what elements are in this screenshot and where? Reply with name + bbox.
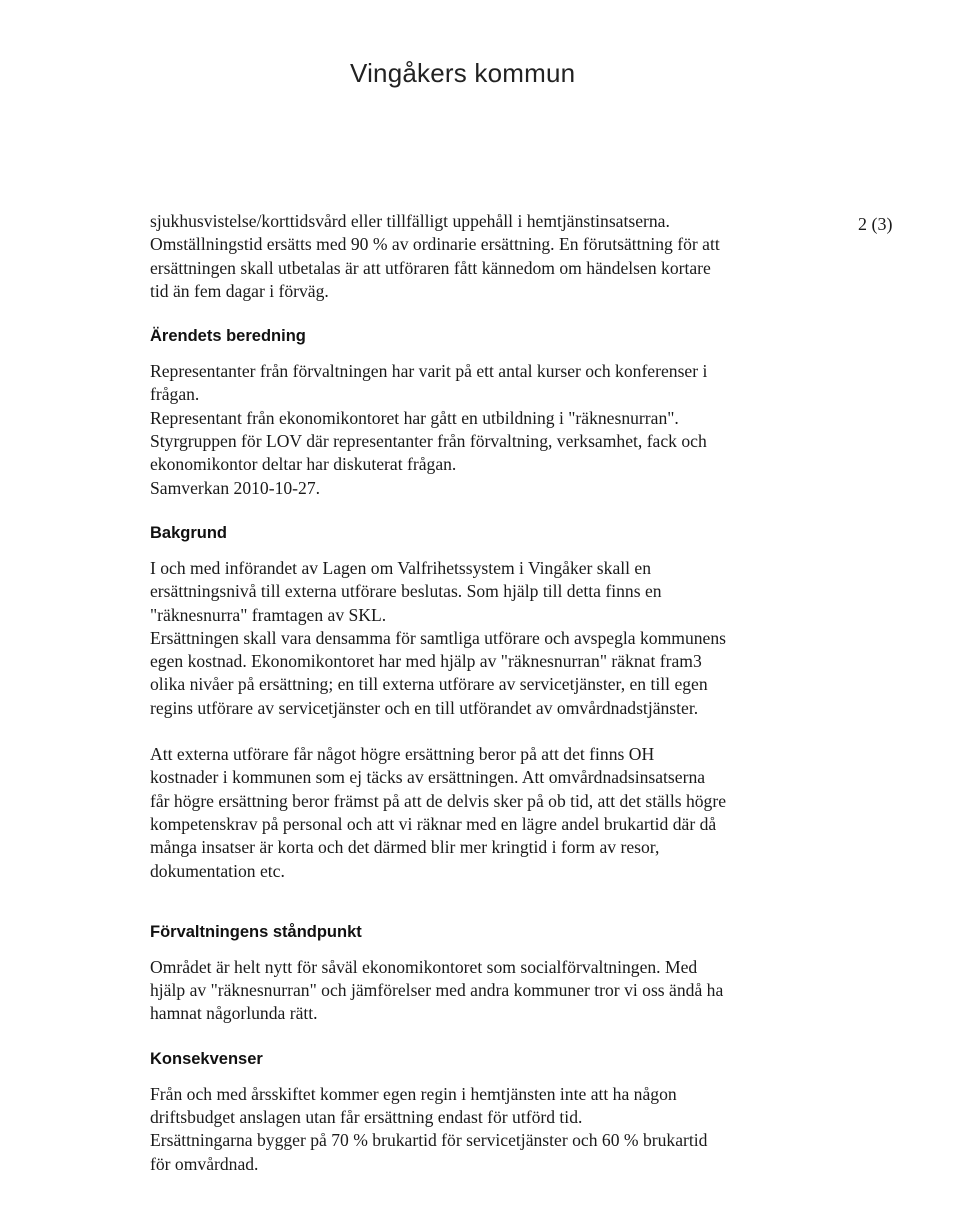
text-line: kostnader i kommunen som ej täcks av ersättningen. Att omvårdnadsinsatserna bbox=[150, 767, 706, 788]
text-line: Området är helt nytt för såväl ekonomikontoret som socialförvaltningen. Med bbox=[150, 956, 698, 977]
text-line: regins utförare av servicetjänster och en till utförandet av omvårdnadstjänster. bbox=[150, 697, 699, 718]
text-line: Samverkan 2010-10-27. bbox=[150, 477, 321, 498]
arendets-beredning-paragraph bbox=[150, 360, 790, 500]
text-line: Representanter från förvaltningen har varit på ett antal kurser och konferenser i bbox=[150, 361, 708, 382]
text-line: Omställningstid ersätts med 90 % av ordinarie ersättning. En förutsättning för att bbox=[150, 234, 720, 255]
text-line: Representant från ekonomikontoret har gått en utbildning i "räknesnurran". bbox=[150, 407, 679, 428]
forvaltningens-standpunkt-paragraph bbox=[150, 956, 790, 1026]
text-line: "räknesnurra" framtagen av SKL. bbox=[150, 604, 387, 625]
text-line: Styrgruppen för LOV där representanter från förvaltning, verksamhet, fack och bbox=[150, 431, 707, 452]
document-body bbox=[150, 210, 790, 1176]
organization-name: Vingåkers kommun bbox=[350, 58, 576, 88]
heading-arendets-beredning: Ärendets beredning bbox=[150, 327, 306, 346]
text-line: Att externa utförare får något högre ersättning beror på att det finns OH bbox=[150, 744, 655, 765]
text-line: ersättningsnivå till externa utförare beslutas. Som hjälp till detta finns en bbox=[150, 581, 662, 602]
text-line: får högre ersättning beror främst på att de delvis sker på ob tid, att det ställs högre bbox=[150, 790, 727, 811]
text-line: frågan. bbox=[150, 384, 200, 405]
text-line: många insatser är korta och det därmed blir mer kringtid i form av resor, bbox=[150, 837, 660, 858]
heading-bakgrund: Bakgrund bbox=[150, 523, 228, 542]
text-line: Ersättningen skall vara densamma för samtliga utförare och avspegla kommunens bbox=[150, 627, 727, 648]
text-line: dokumentation etc. bbox=[150, 860, 285, 881]
bakgrund-paragraph-1 bbox=[150, 557, 790, 720]
text-line: kompetenskrav på personal och att vi räknar med en lägre andel brukartid där då bbox=[150, 813, 717, 834]
text-line: för omvårdnad. bbox=[150, 1153, 259, 1174]
text-line: I och med införandet av Lagen om Valfrihetssystem i Vingåker skall en bbox=[150, 557, 652, 578]
text-line: Ersättningarna bygger på 70 % brukartid för servicetjänster och 60 % brukartid bbox=[150, 1130, 708, 1151]
text-line: sjukhusvistelse/korttidsvård eller tillfälligt uppehåll i hemtjänstinsatserna. bbox=[150, 211, 670, 231]
text-line: hjälp av "räknesnurran" och jämförelser med andra kommuner tror vi oss ändå ha bbox=[150, 980, 724, 1001]
page-number: 2 (3) bbox=[858, 214, 893, 234]
text-line: tid än fem dagar i förväg. bbox=[150, 280, 329, 301]
text-line: olika nivåer på ersättning; en till externa utförare av servicetjänster, en till egen bbox=[150, 674, 708, 695]
heading-konsekvenser: Konsekvenser bbox=[150, 1049, 263, 1068]
text-line: driftsbudget anslagen utan får ersättning endast för utförd tid. bbox=[150, 1107, 583, 1128]
text-line: ersättningen skall utbetalas är att utföraren fått kännedom om händelsen kortare bbox=[150, 257, 711, 278]
intro-paragraph bbox=[150, 210, 790, 303]
text-line: egen kostnad. Ekonomikontoret har med hjälp av "räknesnurran" räknat fram3 bbox=[150, 651, 702, 672]
text-line: hamnat någorlunda rätt. bbox=[150, 1003, 318, 1024]
konsekvenser-paragraph bbox=[150, 1083, 790, 1176]
text-line: ekonomikontor deltar har diskuterat frågan. bbox=[150, 454, 457, 475]
text-line: Från och med årsskiftet kommer egen regin i hemtjänsten inte att ha någon bbox=[150, 1083, 677, 1104]
bakgrund-paragraph-2 bbox=[150, 743, 790, 883]
heading-forvaltningens-standpunkt: Förvaltningens ståndpunkt bbox=[150, 922, 362, 941]
